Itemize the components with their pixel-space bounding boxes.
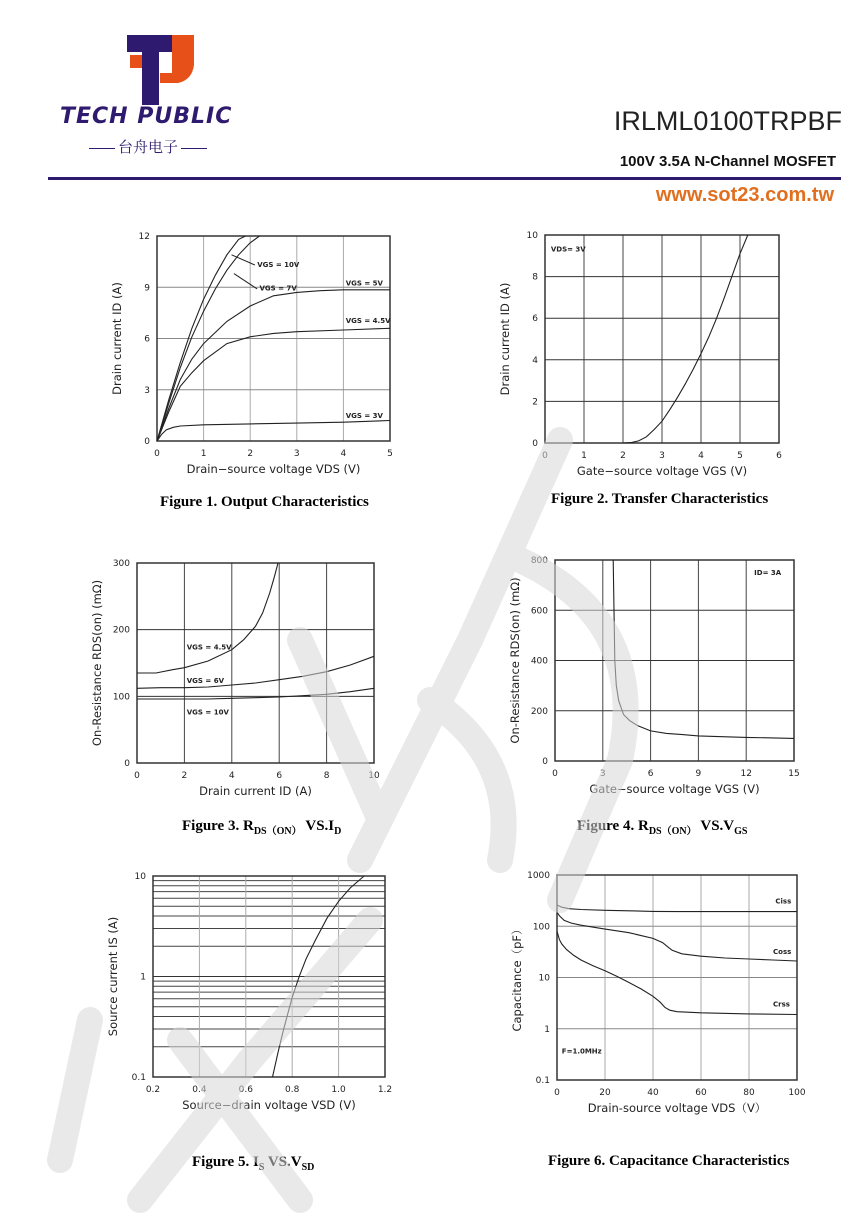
svg-text:9: 9 [144, 283, 150, 294]
series-line [157, 421, 390, 442]
svg-text:0: 0 [154, 449, 160, 459]
svg-text:Gate−source voltage VGS (V): Gate−source voltage VGS (V) [576, 464, 748, 478]
product-subtitle: 100V 3.5A N-Channel MOSFET [619, 153, 836, 170]
svg-text:600: 600 [530, 606, 548, 617]
svg-text:6: 6 [776, 451, 782, 461]
svg-text:On-Resistance RDS(on) (mΩ): On-Resistance RDS(on) (mΩ) [508, 577, 522, 744]
svg-text:3: 3 [144, 385, 150, 396]
svg-text:0: 0 [134, 771, 140, 781]
chart-fig3 [90, 559, 380, 798]
svg-text:40: 40 [647, 1088, 659, 1098]
svg-text:VGS = 4.5V: VGS = 4.5V [345, 317, 391, 326]
chart-fig4 [508, 556, 800, 796]
svg-text:20: 20 [599, 1088, 611, 1098]
chart-fig2 [498, 231, 782, 478]
svg-text:10: 10 [134, 872, 146, 882]
svg-text:Source−drain voltage VSD (V): Source−drain voltage VSD (V) [182, 1098, 356, 1112]
series-line [557, 905, 797, 912]
series-line [137, 563, 278, 673]
svg-text:Ciss: Ciss [775, 897, 792, 906]
svg-text:1: 1 [544, 1024, 550, 1035]
svg-text:100: 100 [112, 692, 130, 703]
svg-text:1.0: 1.0 [331, 1085, 346, 1095]
svg-text:2: 2 [247, 449, 254, 459]
svg-text:2: 2 [532, 397, 538, 408]
svg-text:0: 0 [532, 439, 538, 449]
svg-text:4: 4 [340, 449, 347, 459]
brand-name: TECH PUBLIC [60, 104, 233, 129]
svg-text:0: 0 [542, 757, 548, 767]
svg-text:12: 12 [740, 769, 752, 779]
svg-text:10: 10 [538, 973, 550, 984]
svg-text:0.1: 0.1 [535, 1076, 550, 1086]
svg-text:10: 10 [526, 231, 538, 241]
caption-figure-3: Figure 3. $R_{DS(ON)}$ $VS.I_D$ [182, 818, 342, 837]
svg-text:0.2: 0.2 [145, 1085, 161, 1095]
svg-text:VGS = 4.5V: VGS = 4.5V [186, 643, 232, 652]
series-line [623, 235, 748, 443]
svg-text:6: 6 [144, 334, 150, 345]
svg-text:200: 200 [530, 706, 548, 717]
svg-text:0: 0 [554, 1088, 560, 1098]
svg-text:VGS = 5V: VGS = 5V [345, 279, 383, 288]
svg-text:6: 6 [647, 769, 654, 779]
website-link[interactable]: www.sot23.com.tw [655, 184, 834, 206]
svg-text:Drain current ID (A): Drain current ID (A) [199, 784, 312, 798]
svg-text:4: 4 [228, 771, 235, 781]
svg-text:1: 1 [200, 449, 207, 459]
series-line [137, 656, 374, 688]
svg-text:Drain−source voltage VDS (V): Drain−source voltage VDS (V) [186, 462, 361, 476]
svg-text:200: 200 [112, 625, 130, 636]
svg-text:80: 80 [743, 1088, 755, 1098]
svg-text:Source current IS (A): Source current IS (A) [106, 916, 120, 1037]
chart-fig5 [106, 872, 392, 1112]
svg-text:VGS = 6V: VGS = 6V [186, 677, 225, 685]
svg-text:1.2: 1.2 [377, 1085, 393, 1095]
svg-text:12: 12 [138, 232, 150, 242]
svg-text:Drain current ID (A): Drain current ID (A) [110, 282, 124, 395]
svg-text:8: 8 [323, 771, 330, 781]
svg-text:1: 1 [140, 972, 146, 983]
svg-text:400: 400 [530, 656, 548, 667]
svg-text:6: 6 [532, 314, 538, 325]
chart-fig1 [110, 232, 393, 476]
svg-text:0: 0 [552, 769, 558, 779]
svg-text:Gate−source voltage VGS (V): Gate−source voltage VGS (V) [589, 782, 760, 796]
svg-text:F=1.0MHz: F=1.0MHz [561, 1047, 602, 1056]
svg-text:1000: 1000 [527, 871, 550, 881]
series-line [557, 931, 797, 1014]
svg-text:Capacitance（pF）: Capacitance（pF） [510, 923, 524, 1032]
caption-figure-4: Figure 4. $R_{DS(ON)}$ $VS.V_{GS}$ [577, 818, 748, 837]
svg-text:VGS = 7V: VGS = 7V [259, 284, 297, 293]
svg-text:5: 5 [737, 451, 743, 461]
svg-text:60: 60 [695, 1088, 707, 1098]
svg-text:3: 3 [659, 451, 665, 461]
svg-text:0.1: 0.1 [131, 1073, 146, 1083]
svg-text:On-Resistance RDS(on) (mΩ): On-Resistance RDS(on) (mΩ) [90, 579, 104, 747]
svg-text:3: 3 [599, 769, 606, 779]
brand-chinese-name: 台舟电子 [86, 136, 210, 157]
svg-text:100: 100 [532, 922, 550, 933]
svg-text:800: 800 [530, 556, 548, 566]
svg-text:8: 8 [532, 272, 538, 283]
svg-text:0: 0 [124, 759, 130, 769]
series-line [137, 688, 374, 699]
svg-text:4: 4 [698, 451, 704, 461]
svg-text:300: 300 [112, 559, 130, 569]
part-number: IRLML0100TRPBF [613, 106, 842, 136]
svg-text:Crss: Crss [773, 1000, 790, 1009]
series-line [157, 328, 390, 441]
svg-text:0.4: 0.4 [192, 1085, 207, 1095]
svg-text:Drain current ID (A): Drain current ID (A) [498, 282, 512, 396]
svg-text:0.6: 0.6 [238, 1085, 253, 1095]
caption-figure-1: Figure 1. Output Characteristics [160, 494, 369, 510]
svg-text:9: 9 [695, 769, 702, 779]
chart-fig6 [510, 871, 806, 1115]
svg-text:15: 15 [788, 769, 800, 779]
series-line [613, 560, 794, 738]
svg-text:Coss: Coss [773, 947, 792, 956]
svg-text:0.8: 0.8 [285, 1085, 300, 1095]
svg-text:VGS = 10V: VGS = 10V [186, 708, 229, 717]
svg-text:Drain-source voltage VDS（V）: Drain-source voltage VDS（V） [587, 1101, 767, 1115]
svg-text:ID= 3A: ID= 3A [754, 569, 782, 578]
svg-text:VGS = 10V: VGS = 10V [257, 260, 300, 269]
svg-text:0: 0 [542, 451, 548, 461]
svg-text:6: 6 [276, 771, 283, 781]
svg-text:2: 2 [181, 771, 188, 781]
svg-text:10: 10 [368, 771, 380, 781]
caption-figure-2: Figure 2. Transfer Characteristics [551, 491, 769, 507]
svg-text:2: 2 [620, 451, 626, 461]
caption-figure-5: Figure 5. $I_S$ $VS.V_{SD}$ [192, 1154, 315, 1173]
svg-text:4: 4 [532, 355, 538, 366]
svg-text:1: 1 [581, 451, 587, 461]
series-line [557, 912, 797, 961]
svg-text:100: 100 [788, 1088, 806, 1098]
svg-text:3: 3 [293, 449, 300, 459]
svg-text:VDS= 3V: VDS= 3V [550, 245, 586, 254]
svg-text:0: 0 [144, 437, 150, 447]
svg-text:VGS = 3V: VGS = 3V [345, 411, 383, 420]
svg-text:5: 5 [387, 449, 393, 459]
caption-figure-6: Figure 6. Capacitance Characteristics [548, 1153, 790, 1169]
